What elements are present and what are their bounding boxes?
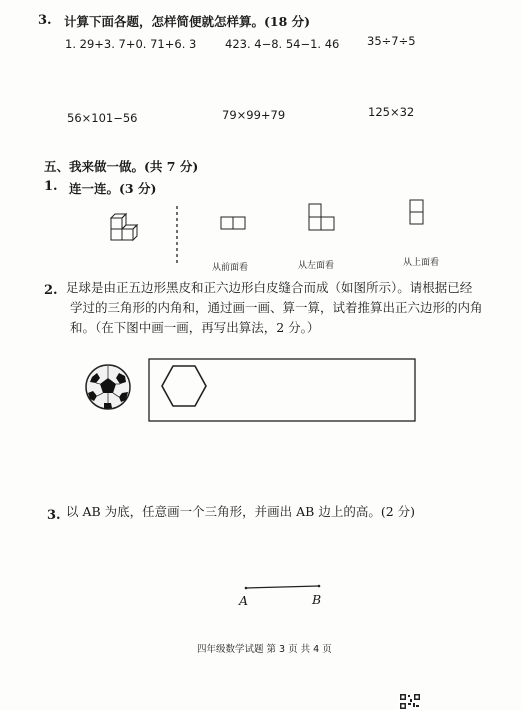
point-a-label: A [239,593,249,608]
q3-calc-number: 3. [38,13,52,28]
calc-expr-6: 125×32 [368,105,415,119]
qr-code-icon [399,693,421,710]
left-view-figure [308,203,336,231]
top-view-figure [409,199,425,225]
q2-number: 2. [44,283,58,298]
q1-number: 1. [44,179,58,194]
top-view-label: 从上面看 [403,258,440,268]
front-view-label: 从前面看 [212,263,249,273]
q3-triangle-text: 以 AB 为底，任意画一个三角形，并画出 AB 边上的高。(2 分) [66,504,416,519]
q2-line-2: 学过的三角形的内角和，通过画一画、算一算，试着推算出正六边形的内角 [70,300,483,315]
calc-expr-2: 423. 4−8. 54−1. 46 [225,37,340,51]
q1-text: 连一连。(3 分) [69,181,157,196]
point-b-label: B [312,592,322,607]
dashed-divider [175,206,179,266]
hexagon-figure [161,365,207,407]
soccer-ball-image [84,363,132,411]
left-view-label: 从左面看 [298,261,335,271]
q3-calc-title: 计算下面各题，怎样简便就怎样算。(18 分) [64,14,311,29]
section5-title: 五、我来做一做。(共 7 分) [44,159,199,174]
segment-ab [245,585,321,591]
q2-line-1: 足球是由正五边形黑皮和正六边形白皮缝合而成（如图所示）。请根据已经 [66,280,473,295]
front-view-figure [220,216,246,230]
q2-line-3: 和。（在下图中画一画，再写出算法，2 分。） [70,320,320,335]
calc-expr-4: 56×101−56 [67,111,138,125]
cube-stack-figure [106,212,146,244]
calc-expr-1: 1. 29+3. 7+0. 71+6. 3 [65,37,197,51]
calc-expr-5: 79×99+79 [222,108,286,122]
page-footer: 四年级数学试题 第 3 页 共 4 页 [197,644,332,655]
q3-triangle-number: 3. [47,508,61,523]
calc-expr-3: 35÷7÷5 [367,34,416,48]
